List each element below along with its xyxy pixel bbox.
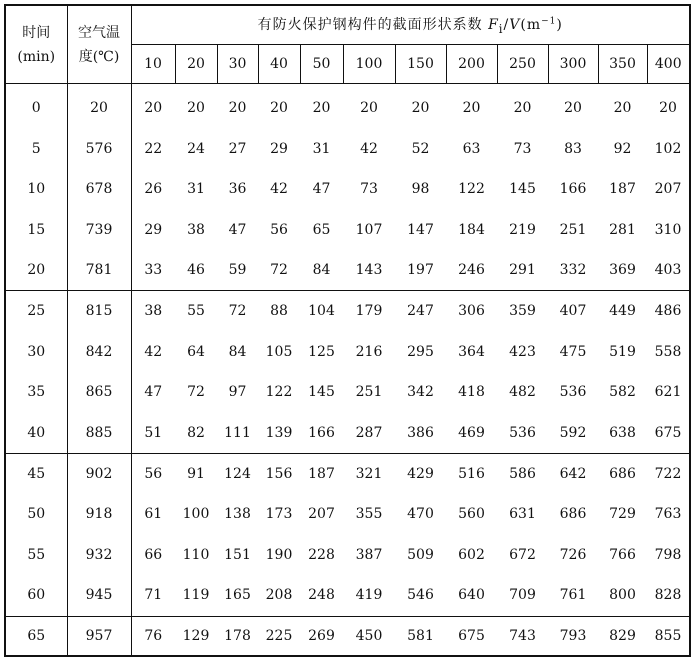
steel-temperature-cell: 107 bbox=[355, 221, 383, 238]
air-temperature-cell: 815 bbox=[67, 291, 131, 332]
steel-temperature-cell: 763 bbox=[654, 506, 682, 523]
header-row-1 bbox=[5, 5, 690, 45]
steel-temperature-cell: 469 bbox=[446, 412, 497, 453]
steel-temperature-cell: 147 bbox=[407, 221, 434, 238]
factor-header: 50 bbox=[300, 45, 343, 84]
steel-temperature-cell: 20 bbox=[270, 100, 288, 117]
steel-temperature-cell: 122 bbox=[265, 384, 293, 401]
time-cell: 0 bbox=[5, 84, 67, 129]
steel-temperature-cell: 855 bbox=[654, 627, 682, 644]
steel-temperature-cell: 166 bbox=[559, 181, 587, 198]
steel-temperature-cell: 581 bbox=[407, 627, 434, 644]
title-unit-close: ) bbox=[556, 17, 563, 34]
steel-temperature-cell: 631 bbox=[509, 506, 536, 523]
steel-temperature-cell: 829 bbox=[609, 627, 636, 644]
steel-temperature-cell: 24 bbox=[187, 140, 205, 157]
steel-temperature-cell: 20 bbox=[144, 100, 163, 117]
table-row bbox=[5, 412, 690, 453]
steel-temperature-cell: 124 bbox=[224, 466, 251, 483]
steel-temperature-cell: 269 bbox=[308, 627, 335, 644]
steel-temperature-cell: 251 bbox=[559, 221, 587, 238]
time-cell: 45 bbox=[5, 453, 67, 494]
steel-temperature-cell: 761 bbox=[548, 575, 598, 616]
steel-temperature-cell: 743 bbox=[509, 627, 536, 644]
time-cell: 40 bbox=[5, 412, 67, 453]
steel-temperature-cell: 586 bbox=[509, 466, 536, 483]
steel-temperature-cell: 100 bbox=[182, 506, 210, 523]
steel-temperature-cell: 145 bbox=[308, 384, 335, 401]
air-temperature-cell: 945 bbox=[67, 575, 131, 616]
steel-temperature-cell: 20 bbox=[513, 100, 532, 117]
table-row bbox=[5, 616, 690, 656]
steel-temperature-cell: 129 bbox=[182, 627, 210, 644]
steel-temperature-cell: 91 bbox=[187, 466, 205, 483]
steel-temperature-cell: 306 bbox=[458, 303, 485, 320]
steel-temperature-cell: 621 bbox=[654, 384, 682, 401]
time-cell: 55 bbox=[5, 535, 67, 575]
steel-temperature-cell: 84 bbox=[300, 250, 343, 291]
steel-temperature-cell: 55 bbox=[187, 303, 205, 320]
steel-temperature-cell: 97 bbox=[228, 384, 247, 401]
steel-temperature-cell: 20 bbox=[312, 100, 331, 117]
factor-header: 30 bbox=[217, 45, 258, 84]
steel-temperature-cell: 672 bbox=[509, 546, 536, 563]
steel-temperature-cell: 33 bbox=[131, 250, 175, 291]
steel-temperature-cell: 105 bbox=[265, 343, 293, 360]
steel-temperature-cell: 419 bbox=[343, 575, 395, 616]
factor-header: 200 bbox=[446, 45, 497, 84]
steel-temperature-cell: 184 bbox=[458, 221, 485, 238]
air-temperature-cell: 781 bbox=[67, 250, 131, 291]
table-body bbox=[5, 84, 690, 657]
steel-temperature-cell: 26 bbox=[144, 181, 163, 198]
steel-temperature-cell: 216 bbox=[355, 343, 383, 360]
title-sub-i: i bbox=[498, 21, 504, 36]
steel-temperature-cell: 429 bbox=[407, 466, 434, 483]
steel-temperature-cell: 84 bbox=[228, 343, 247, 360]
table-row bbox=[5, 169, 690, 209]
steel-temperature-cell: 20 bbox=[228, 100, 247, 117]
steel-temperature-cell: 207 bbox=[308, 506, 335, 523]
steel-temperature-cell: 386 bbox=[395, 412, 446, 453]
factor-header: 40 bbox=[258, 45, 300, 84]
table-row bbox=[5, 494, 690, 534]
steel-temperature-cell: 766 bbox=[609, 546, 636, 563]
table-row bbox=[5, 250, 690, 291]
steel-temperature-cell: 291 bbox=[497, 250, 548, 291]
steel-temperature-cell: 63 bbox=[462, 140, 481, 157]
steel-temperature-cell: 143 bbox=[343, 250, 395, 291]
time-header-label: 时间 bbox=[22, 24, 51, 41]
steel-temperature-cell: 27 bbox=[228, 140, 247, 157]
time-cell: 30 bbox=[5, 332, 67, 372]
air-temperature-cell: 865 bbox=[67, 372, 131, 412]
table-row bbox=[5, 209, 690, 249]
steel-temperature-cell: 640 bbox=[446, 575, 497, 616]
table-row bbox=[5, 128, 690, 168]
steel-temperature-cell: 82 bbox=[175, 412, 217, 453]
steel-temperature-cell: 546 bbox=[395, 575, 446, 616]
steel-temperature-cell: 642 bbox=[559, 466, 587, 483]
time-header-unit: (min) bbox=[17, 48, 56, 65]
factor-header: 350 bbox=[598, 45, 647, 84]
steel-temperature-cell: 72 bbox=[228, 303, 247, 320]
steel-temperature-cell: 20 bbox=[564, 100, 582, 117]
time-cell: 10 bbox=[5, 169, 67, 209]
air-temperature-cell: 932 bbox=[67, 535, 131, 575]
steel-temperature-cell: 64 bbox=[187, 343, 205, 360]
steel-temperature-cell: 519 bbox=[609, 343, 636, 360]
air-temperature-header-label: 空气温 bbox=[78, 24, 120, 41]
steel-temperature-cell: 418 bbox=[458, 384, 485, 401]
section-factor-title bbox=[131, 5, 690, 45]
steel-temperature-cell: 190 bbox=[265, 546, 293, 563]
table-row bbox=[5, 332, 690, 372]
title-slash: / bbox=[503, 17, 510, 34]
steel-temperature-cell: 828 bbox=[647, 575, 690, 616]
steel-temperature-cell: 355 bbox=[355, 506, 383, 523]
steel-temperature-cell: 470 bbox=[407, 506, 434, 523]
steel-temperature-cell: 423 bbox=[509, 343, 536, 360]
steel-temperature-cell: 20 bbox=[360, 100, 378, 117]
steel-temperature-cell: 722 bbox=[654, 466, 682, 483]
steel-temperature-cell: 66 bbox=[144, 546, 163, 563]
steel-temperature-cell: 92 bbox=[613, 140, 632, 157]
steel-temperature-cell: 516 bbox=[458, 466, 485, 483]
steel-temperature-cell: 110 bbox=[182, 546, 210, 563]
time-cell: 50 bbox=[5, 494, 67, 534]
steel-temperature-cell: 42 bbox=[270, 181, 288, 198]
steel-temperature-cell: 73 bbox=[513, 140, 532, 157]
steel-temperature-cell: 295 bbox=[407, 343, 434, 360]
steel-temperature-cell: 20 bbox=[462, 100, 481, 117]
steel-temperature-cell: 52 bbox=[411, 140, 430, 157]
title-unit-open: (m bbox=[520, 17, 542, 34]
steel-temperature-cell: 98 bbox=[411, 181, 430, 198]
steel-temperature-cell: 793 bbox=[559, 627, 587, 644]
steel-temperature-cell: 122 bbox=[458, 181, 485, 198]
steel-temperature-cell: 47 bbox=[228, 221, 247, 238]
steel-temperature-cell: 20 bbox=[659, 100, 677, 117]
steel-temperature-cell: 125 bbox=[308, 343, 335, 360]
steel-temperature-cell: 102 bbox=[654, 140, 682, 157]
steel-temperature-cell: 638 bbox=[598, 412, 647, 453]
steel-temperature-cell: 88 bbox=[270, 303, 288, 320]
air-temperature-header bbox=[67, 5, 131, 84]
steel-temperature-cell: 165 bbox=[217, 575, 258, 616]
steel-temperature-cell: 76 bbox=[144, 627, 163, 644]
steel-temperature-cell: 197 bbox=[395, 250, 446, 291]
steel-temperature-cell: 138 bbox=[224, 506, 251, 523]
steel-temperature-cell: 228 bbox=[308, 546, 335, 563]
steel-temperature-cell: 536 bbox=[559, 384, 587, 401]
steel-temperature-cell: 61 bbox=[144, 506, 163, 523]
steel-temperature-cell: 72 bbox=[187, 384, 205, 401]
steel-temperature-cell: 119 bbox=[175, 575, 217, 616]
steel-temperature-cell: 321 bbox=[355, 466, 383, 483]
steel-temperature-cell: 145 bbox=[509, 181, 536, 198]
steel-temperature-cell: 675 bbox=[458, 627, 485, 644]
steel-temperature-cell: 20 bbox=[613, 100, 632, 117]
steel-temperature-cell: 56 bbox=[144, 466, 163, 483]
steel-temperature-cell: 536 bbox=[497, 412, 548, 453]
steel-temperature-cell: 104 bbox=[308, 303, 335, 320]
steel-temperature-cell: 364 bbox=[458, 343, 485, 360]
steel-temperature-cell: 72 bbox=[258, 250, 300, 291]
air-temperature-cell: 885 bbox=[67, 412, 131, 453]
time-cell: 5 bbox=[5, 128, 67, 168]
steel-temperature-cell: 475 bbox=[559, 343, 587, 360]
time-cell: 65 bbox=[5, 616, 67, 656]
air-temperature-cell: 576 bbox=[67, 128, 131, 168]
steel-temperature-cell: 173 bbox=[265, 506, 293, 523]
steel-temperature-cell: 59 bbox=[217, 250, 258, 291]
steel-temperature-cell: 156 bbox=[265, 466, 293, 483]
steel-temperature-cell: 42 bbox=[360, 140, 378, 157]
steel-temperature-cell: 179 bbox=[355, 303, 383, 320]
time-cell: 25 bbox=[5, 291, 67, 332]
steel-temperature-cell: 592 bbox=[548, 412, 598, 453]
air-temperature-cell: 957 bbox=[67, 616, 131, 656]
steel-temperature-cell: 486 bbox=[654, 303, 682, 320]
steel-temperature-cell: 709 bbox=[497, 575, 548, 616]
steel-temperature-cell: 729 bbox=[609, 506, 636, 523]
table-row bbox=[5, 84, 690, 129]
steel-temperature-cell: 686 bbox=[609, 466, 636, 483]
steel-temperature-cell: 38 bbox=[187, 221, 205, 238]
steel-temperature-cell: 38 bbox=[144, 303, 163, 320]
steel-temperature-cell: 602 bbox=[458, 546, 485, 563]
steel-temperature-cell: 46 bbox=[175, 250, 217, 291]
steel-temperature-cell: 187 bbox=[609, 181, 636, 198]
steel-temperature-cell: 29 bbox=[144, 221, 163, 238]
steel-temperature-cell: 166 bbox=[300, 412, 343, 453]
steel-temperature-cell: 251 bbox=[355, 384, 383, 401]
steel-temperature-cell: 111 bbox=[217, 412, 258, 453]
steel-temperature-cell: 29 bbox=[270, 140, 288, 157]
steel-temperature-cell: 219 bbox=[509, 221, 536, 238]
steel-temperature-cell: 139 bbox=[258, 412, 300, 453]
steel-temperature-cell: 310 bbox=[654, 221, 682, 238]
factor-header: 400 bbox=[647, 45, 690, 84]
steel-temperature-cell: 369 bbox=[598, 250, 647, 291]
time-cell: 15 bbox=[5, 209, 67, 249]
steel-temperature-cell: 187 bbox=[308, 466, 335, 483]
steel-temperature-cell: 20 bbox=[411, 100, 430, 117]
title-text: 有防火保护钢构件的截面形状系数 bbox=[257, 17, 489, 34]
steel-temperature-cell: 31 bbox=[187, 181, 205, 198]
steel-temperature-table bbox=[4, 4, 691, 657]
steel-temperature-cell: 31 bbox=[312, 140, 331, 157]
steel-temperature-cell: 407 bbox=[559, 303, 587, 320]
steel-temperature-cell: 342 bbox=[407, 384, 434, 401]
title-unit-exp: −1 bbox=[541, 16, 557, 27]
air-temperature-cell: 20 bbox=[67, 84, 131, 129]
title-var-v: V bbox=[509, 17, 521, 34]
time-cell: 20 bbox=[5, 250, 67, 291]
steel-temperature-cell: 387 bbox=[355, 546, 383, 563]
steel-temperature-cell: 686 bbox=[559, 506, 587, 523]
steel-temperature-cell: 332 bbox=[548, 250, 598, 291]
steel-temperature-cell: 42 bbox=[144, 343, 163, 360]
time-cell: 60 bbox=[5, 575, 67, 616]
steel-temperature-cell: 65 bbox=[312, 221, 331, 238]
steel-temperature-cell: 450 bbox=[355, 627, 383, 644]
steel-temperature-cell: 47 bbox=[312, 181, 331, 198]
steel-temperature-cell: 73 bbox=[360, 181, 378, 198]
steel-temperature-cell: 726 bbox=[559, 546, 587, 563]
steel-temperature-cell: 359 bbox=[509, 303, 536, 320]
steel-temperature-cell: 798 bbox=[654, 546, 682, 563]
steel-temperature-cell: 558 bbox=[654, 343, 682, 360]
table-row bbox=[5, 535, 690, 575]
steel-temperature-cell: 247 bbox=[407, 303, 434, 320]
air-temperature-header-unit: 度(℃) bbox=[78, 48, 120, 65]
air-temperature-cell: 739 bbox=[67, 209, 131, 249]
steel-temperature-cell: 51 bbox=[131, 412, 175, 453]
steel-temperature-cell: 509 bbox=[407, 546, 434, 563]
steel-temperature-cell: 178 bbox=[224, 627, 251, 644]
steel-temperature-cell: 225 bbox=[265, 627, 293, 644]
steel-temperature-cell: 281 bbox=[609, 221, 636, 238]
steel-temperature-cell: 482 bbox=[509, 384, 536, 401]
steel-temperature-cell: 36 bbox=[228, 181, 247, 198]
steel-temperature-cell: 22 bbox=[144, 140, 163, 157]
table-row bbox=[5, 372, 690, 412]
steel-temperature-cell: 71 bbox=[131, 575, 175, 616]
air-temperature-cell: 902 bbox=[67, 453, 131, 494]
factor-header: 20 bbox=[175, 45, 217, 84]
steel-temperature-cell: 246 bbox=[446, 250, 497, 291]
factor-header: 100 bbox=[343, 45, 395, 84]
steel-temperature-cell: 248 bbox=[300, 575, 343, 616]
factor-header: 300 bbox=[548, 45, 598, 84]
steel-temperature-cell: 20 bbox=[187, 100, 205, 117]
factor-header: 250 bbox=[497, 45, 548, 84]
air-temperature-cell: 842 bbox=[67, 332, 131, 372]
steel-temperature-cell: 151 bbox=[224, 546, 251, 563]
time-cell: 35 bbox=[5, 372, 67, 412]
steel-temperature-cell: 83 bbox=[564, 140, 582, 157]
steel-temperature-cell: 560 bbox=[458, 506, 485, 523]
steel-temperature-cell: 800 bbox=[598, 575, 647, 616]
steel-temperature-cell: 47 bbox=[144, 384, 163, 401]
steel-temperature-cell: 582 bbox=[609, 384, 636, 401]
table-row bbox=[5, 291, 690, 332]
steel-temperature-cell: 449 bbox=[609, 303, 636, 320]
air-temperature-cell: 918 bbox=[67, 494, 131, 534]
steel-temperature-cell: 208 bbox=[258, 575, 300, 616]
steel-temperature-cell: 287 bbox=[343, 412, 395, 453]
steel-temperature-cell: 56 bbox=[270, 221, 288, 238]
factor-header: 150 bbox=[395, 45, 446, 84]
steel-temperature-cell: 403 bbox=[647, 250, 690, 291]
factor-header: 10 bbox=[131, 45, 175, 84]
table-row bbox=[5, 453, 690, 494]
steel-temperature-cell: 207 bbox=[654, 181, 682, 198]
title-var-f: F bbox=[488, 17, 499, 34]
time-header bbox=[5, 5, 67, 84]
air-temperature-cell: 678 bbox=[67, 169, 131, 209]
table-row bbox=[5, 575, 690, 616]
steel-temperature-cell: 675 bbox=[647, 412, 690, 453]
